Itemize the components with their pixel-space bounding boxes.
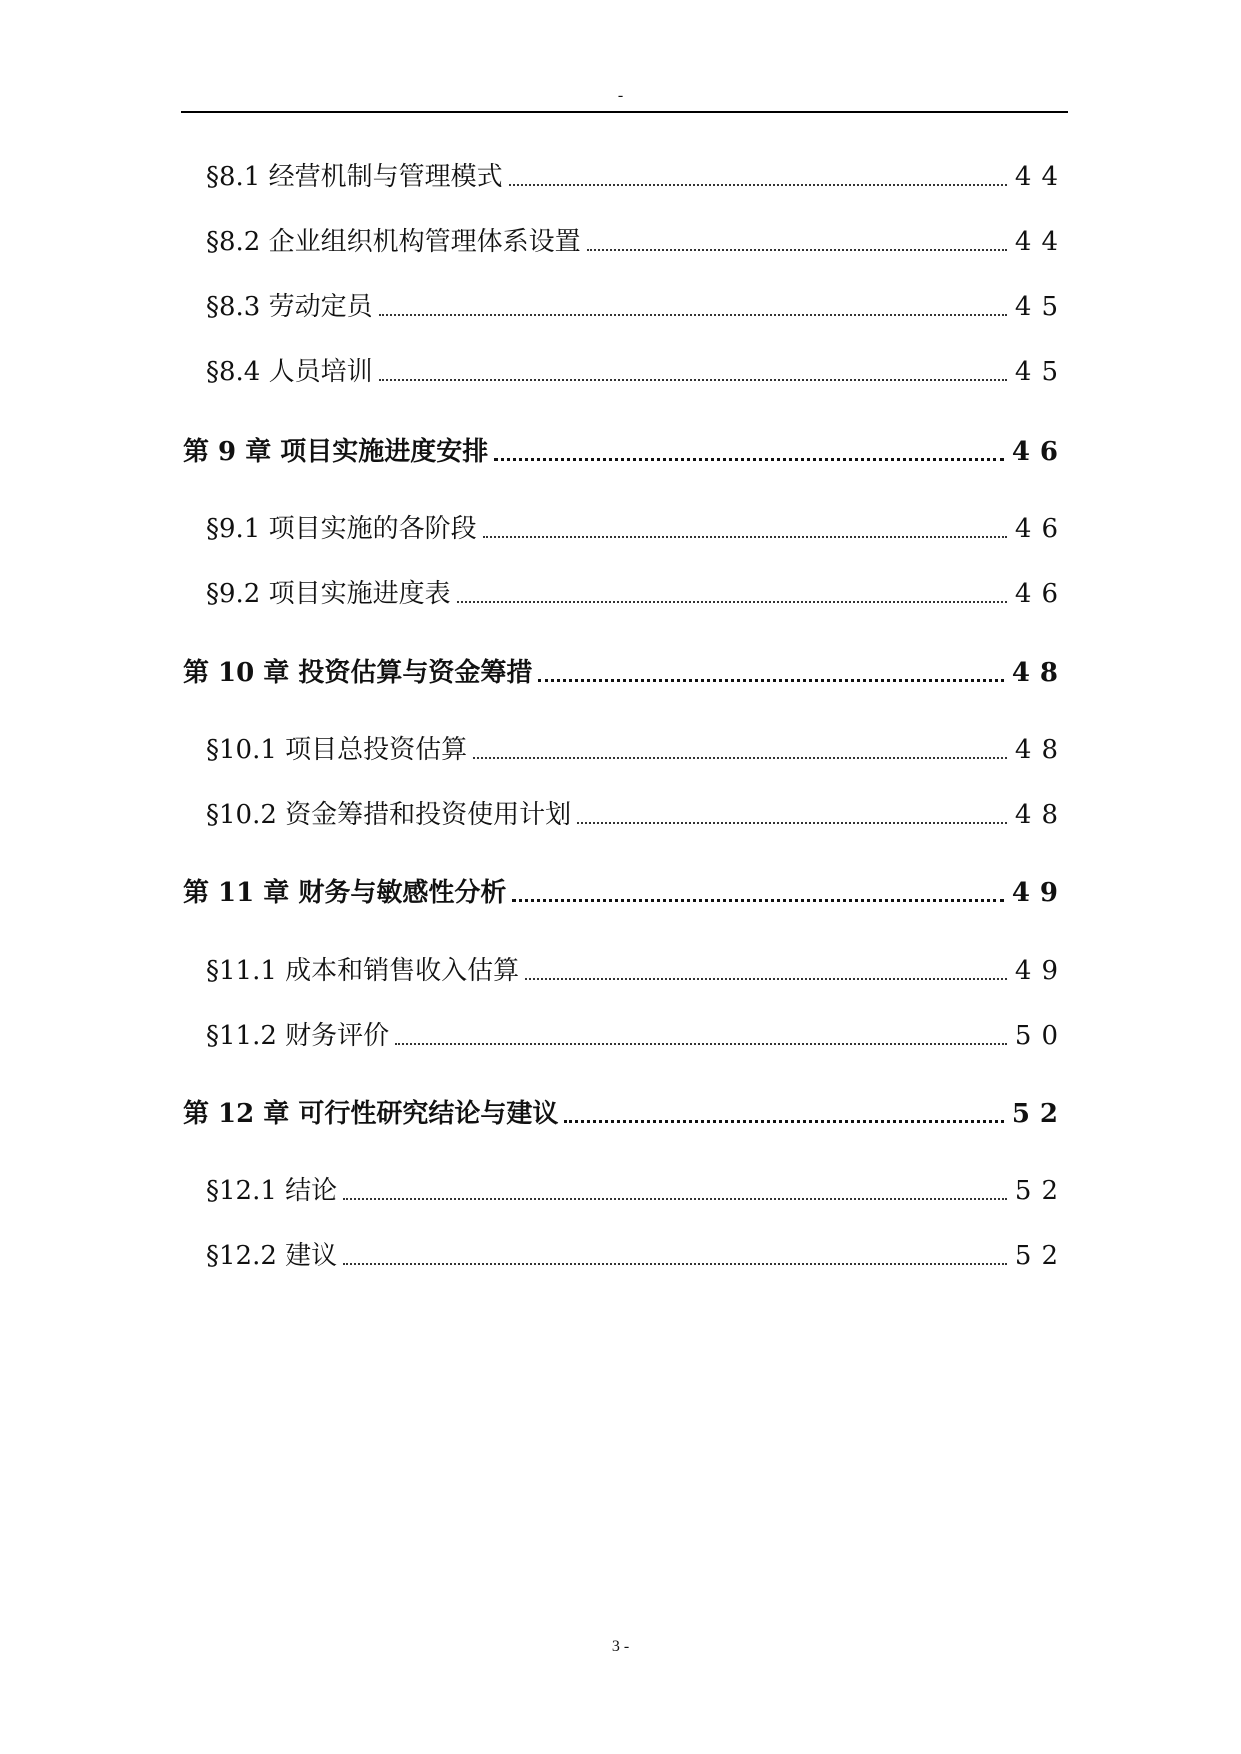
- toc-entry-title: §10.1 项目总投资估算: [206, 735, 468, 765]
- toc-entry-8-4[interactable]: [206, 355, 1068, 389]
- toc-entry-title: §11.1 成本和销售收入估算: [206, 956, 520, 986]
- toc-dot-leader: [525, 977, 1007, 980]
- toc-page-number: 48: [1014, 800, 1068, 830]
- toc-dot-leader: [577, 821, 1007, 824]
- toc-dot-leader: [509, 183, 1007, 186]
- toc-page-number: 50: [1014, 1021, 1068, 1051]
- toc-dot-leader: [538, 678, 1003, 682]
- toc-entry-title: 第 11 章 财务与敏感性分析: [183, 878, 507, 908]
- toc-dot-leader: [343, 1262, 1007, 1265]
- toc-entry-title: §11.2 财务评价: [206, 1021, 390, 1051]
- toc-entry-title: §8.4 人员培训: [206, 357, 373, 387]
- toc-entry-title: §12.1 结论: [206, 1176, 338, 1206]
- toc-dot-leader: [483, 535, 1007, 538]
- toc-entry-chapter-9[interactable]: [183, 435, 1068, 469]
- toc-entry-9-1[interactable]: [206, 512, 1068, 546]
- toc-entry-11-2[interactable]: [206, 1019, 1068, 1053]
- toc-entry-9-2[interactable]: [206, 577, 1068, 611]
- toc-entry-8-2[interactable]: [206, 225, 1068, 259]
- toc-page-number: 49: [1014, 956, 1068, 986]
- toc-page-number: 52: [1011, 1099, 1068, 1129]
- toc-entry-title: §8.2 企业组织机构管理体系设置: [206, 227, 581, 257]
- toc-page-number: 45: [1014, 292, 1068, 322]
- toc-entry-8-3[interactable]: [206, 290, 1068, 324]
- toc-page-number: 45: [1014, 357, 1068, 387]
- toc-page-number: 49: [1011, 878, 1068, 908]
- toc-page-number: 46: [1014, 514, 1068, 544]
- toc-entry-12-1[interactable]: [206, 1174, 1068, 1208]
- toc-dot-leader: [473, 756, 1007, 759]
- toc-entry-chapter-12[interactable]: [183, 1097, 1068, 1131]
- toc-page-number: 52: [1014, 1241, 1068, 1271]
- toc-entry-title: 第 10 章 投资估算与资金筹措: [183, 658, 533, 688]
- toc-entry-title: §10.2 资金筹措和投资使用计划: [206, 800, 572, 830]
- toc-entry-title: 第 12 章 可行性研究结论与建议: [183, 1099, 559, 1129]
- toc-page-number: 44: [1014, 162, 1068, 192]
- toc-entry-chapter-10[interactable]: [183, 656, 1068, 690]
- toc-dot-leader: [494, 457, 1004, 461]
- toc-entry-title: 第 9 章 项目实施进度安排: [183, 437, 489, 467]
- toc-entry-title: §12.2 建议: [206, 1241, 338, 1271]
- toc-page-number: 48: [1011, 658, 1068, 688]
- toc-dot-leader: [587, 248, 1007, 251]
- toc-page-number: 46: [1011, 437, 1068, 467]
- toc-entry-10-2[interactable]: [206, 798, 1068, 832]
- toc-entry-11-1[interactable]: [206, 954, 1068, 988]
- header-mark: -: [617, 87, 624, 104]
- toc-dot-leader: [457, 600, 1007, 603]
- toc-dot-leader: [512, 898, 1003, 902]
- toc-dot-leader: [343, 1197, 1007, 1200]
- toc-page-number: 46: [1014, 579, 1068, 609]
- toc-entry-title: §8.3 劳动定员: [206, 292, 373, 322]
- toc-entry-chapter-11[interactable]: [183, 876, 1068, 910]
- toc-entry-title: §9.2 项目实施进度表: [206, 579, 451, 609]
- toc-dot-leader: [379, 378, 1007, 381]
- toc-entry-title: §9.1 项目实施的各阶段: [206, 514, 477, 544]
- toc-dot-leader: [564, 1119, 1003, 1123]
- toc-entry-title: §8.1 经营机制与管理模式: [206, 162, 503, 192]
- toc-page-number: 48: [1014, 735, 1068, 765]
- toc-dot-leader: [395, 1042, 1007, 1045]
- toc-page-number: 52: [1014, 1176, 1068, 1206]
- toc-entry-10-1[interactable]: [206, 733, 1068, 767]
- toc-dot-leader: [379, 313, 1007, 316]
- page-number-footer: 3 -: [611, 1638, 630, 1655]
- toc-entry-12-2[interactable]: [206, 1239, 1068, 1273]
- toc-entry-8-1[interactable]: [206, 160, 1068, 194]
- toc-page-number: 44: [1014, 227, 1068, 257]
